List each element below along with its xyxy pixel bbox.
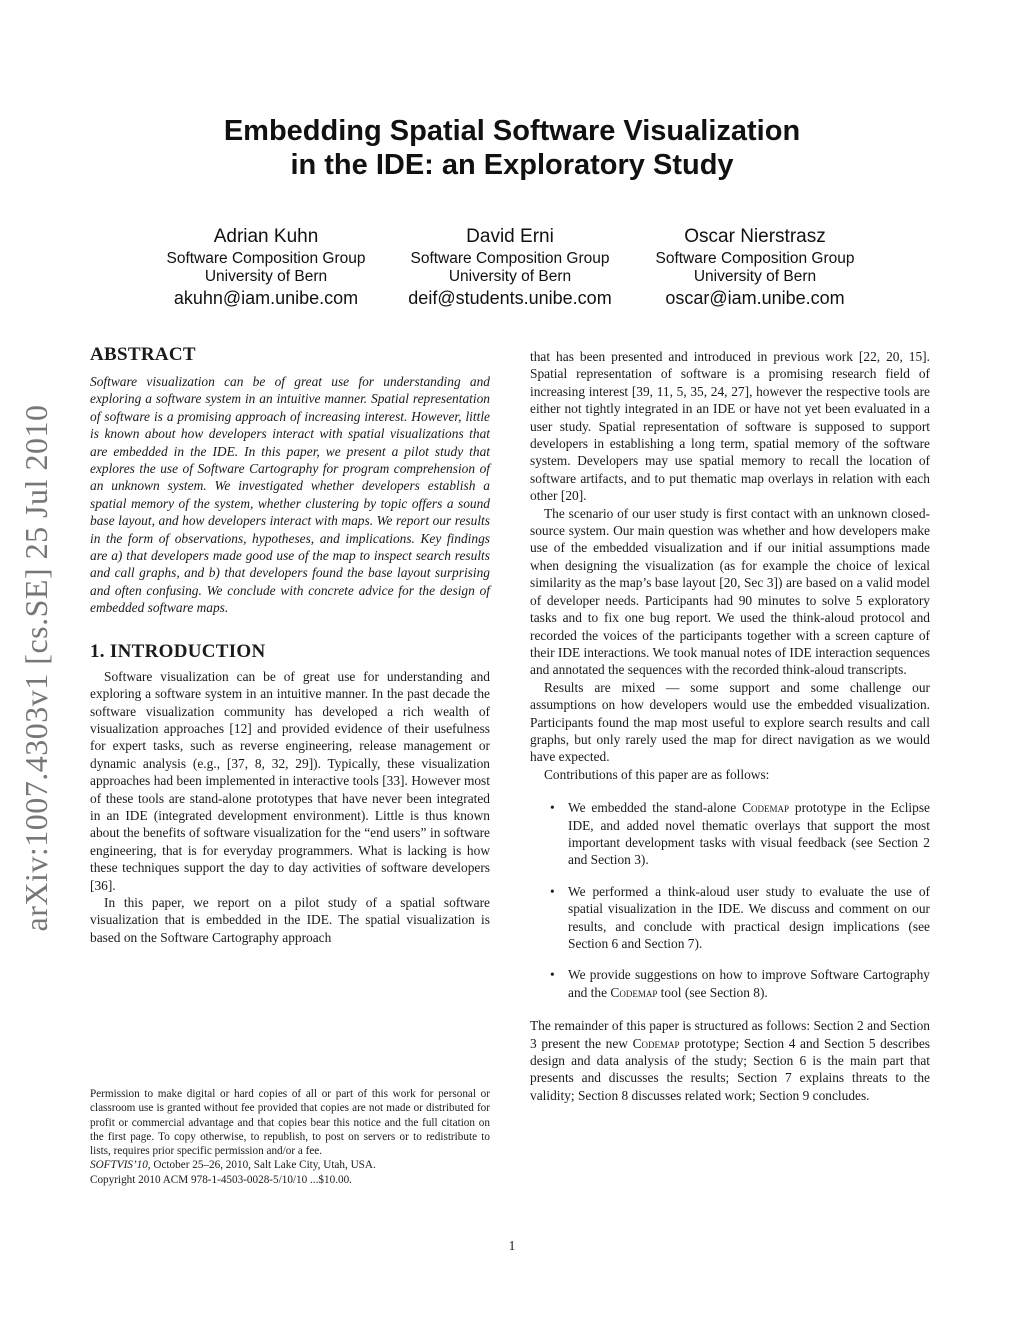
- arxiv-identifier: arXiv:1007.4303v1 [cs.SE] 25 Jul 2010: [18, 404, 54, 932]
- copyright-line: Copyright 2010 ACM 978-1-4503-0028-5/10/10 ...$10.00.: [90, 1173, 352, 1186]
- author-name: Oscar Nierstrasz: [684, 226, 826, 247]
- author-group: Software Composition Group: [410, 250, 610, 267]
- author-group: Software Composition Group: [166, 250, 366, 267]
- list-item: • We provide suggestions on how to improve Software Cartography and the Codemap tool (see Section 8).: [550, 967, 930, 1000]
- author-university: University of Bern: [448, 268, 572, 285]
- intro-paragraph-1: Software visualization can be of great use for understanding and exploring a software system in an intuitive manner. In the past decade the software visualization community has developed a rich wealth of visualization approaches [12] and provided evidence of their usefulness for expert tasks, such as reverse engineering, release management or dynamic analysis (e.g., [37, 8, 32, 29]). Typically, these visualization approaches had been implemented in interactive tools [33]. However most of these tools are stand-alone prototypes that have never been integrated in an IDE (integrated development environment). Little is thus known about the benefits of software visualization for the “end users” in software engineering, that is for everyday programmers. What is lacking is how these techniques support the day to day activities of software developers [36].: [90, 668, 490, 893]
- intro-paragraph-2: In this paper, we report on a pilot study of a spatial software visualization that is embedded in the IDE. The spatial visualization is based on the Software Cartography approach: [90, 894, 490, 945]
- author-email: oscar@iam.unibe.com: [665, 288, 845, 308]
- author-block-1: [146, 226, 386, 309]
- title-line-1: Embedding Spatial Software Visualization: [223, 115, 801, 147]
- list-item: • We embedded the stand-alone Codemap prototype in the Eclipse IDE, and added novel thematic overlays that support the most important development tasks with visual feedback (see Section 2 and Section 3).: [550, 800, 931, 868]
- author-name: David Erni: [466, 226, 554, 247]
- author-email: deif@students.unibe.com: [408, 288, 612, 308]
- right-paragraph-2: The scenario of our user study is first contact with an unknown closed-source system. Our main question was whether and how developers make use of the embedded visualization and if our initial assumptions made when designing the visualization (as for example the choice of lexical similarity as the map’s base layout [20, Sec 3]) are based on a valid model of developer needs. Participants had 90 minutes to solve 5 exploratory tasks and to fix one bug report. We used the think-aloud protocol and recorded the voices of the participants together with a screen capture of their IDE interactions. We took manual notes of IDE interaction sequences and annotated the sequences with the recorded think-aloud transcripts.: [530, 505, 930, 678]
- author-block-3: [635, 226, 875, 309]
- author-university: University of Bern: [693, 268, 817, 285]
- author-block-2: [390, 226, 630, 309]
- permission-notice: [90, 1087, 490, 1187]
- venue-line: [90, 1158, 490, 1172]
- contributions-list: [530, 799, 930, 1001]
- left-column: [90, 344, 490, 946]
- right-paragraph-5: The remainder of this paper is structured as follows: Section 2 and Section 3 present the new Codemap prototype; Section 4 and Section 5 describes design and data analysis of the study; Section 6 is the main part that presents and discusses the results; Section 7 explains threats to the validity; Section 8 discusses related work; Section 9 concludes.: [530, 1018, 930, 1103]
- author-university: University of Bern: [204, 268, 328, 285]
- abstract-heading: ABSTRACT: [90, 344, 196, 365]
- author-name: Adrian Kuhn: [213, 226, 319, 247]
- author-email: akuhn@iam.unibe.com: [173, 288, 359, 308]
- author-group: Software Composition Group: [655, 250, 855, 267]
- abstract-text: Software visualization can be of great use for understanding and exploring a software system in an intuitive manner. Spatial representation of software is a promising approach of increasing interest. However, little is known about how developers interact with spatial visualizations that are embedded in the IDE. In this paper, we present a pilot study that explores the use of Software Cartography for program comprehension of an unknown system. We investigated whether developers establish a spatial memory of the system, whether clustering by topic offers a sound base layout, and how developers interact with maps. We report our results in the form of observations, hypotheses, and implications. Key findings are a) that developers made good use of the map to inspect search results and call graphs, and b) that developers found the base layout surprising and often confusing. We conclude with concrete advice for the design of embedded software maps.: [90, 374, 490, 616]
- right-column: [530, 348, 930, 1104]
- bullet-icon: •: [550, 800, 555, 816]
- title-line-2: in the IDE: an Exploratory Study: [290, 149, 734, 181]
- bullet-icon: •: [550, 883, 555, 899]
- page-number: 1: [508, 1238, 516, 1253]
- paper-title: [0, 114, 1024, 182]
- permission-text: Permission to make digital or hard copies of all or part of this work for personal or classroom use is granted without fee provided that copies are not made or distributed for profit or commercial advantage and that copies bear this notice and the full citation on the first page. To copy otherwise, to republish, to post on servers or to redistribute to lists, requires prior specific permission and/or a fee.: [90, 1088, 490, 1158]
- list-item: • We performed a think-aloud user study to evaluate the use of spatial visualization in the IDE. We discuss and comment on our results, and conclude with practical design implications (see Section 6 and Section 7).: [550, 883, 930, 951]
- bullet-icon: •: [550, 967, 555, 983]
- introduction-heading: 1. INTRODUCTION: [90, 640, 266, 662]
- right-paragraph-3: Results are mixed — some support and some challenge our assumptions on how developers would use the embedded visualization. Participants found the map most useful to explore search results and call graphs, but only rarely used the map for direct navigation as we would have expected.: [530, 679, 930, 765]
- venue-name: SOFTVIS’10,: [90, 1159, 151, 1172]
- right-paragraph-4: Contributions of this paper are as follows:: [544, 766, 770, 782]
- venue-details: October 25–26, 2010, Salt Lake City, Utah, USA.: [150, 1159, 376, 1172]
- right-paragraph-1: that has been presented and introduced in previous work [22, 20, 15]. Spatial representation of software is a promising research field of increasing interest [39, 11, 5, 35, 24, 27], however the respective tools are either not tightly integrated in an IDE or have not yet been evaluated in a user study. Spatial representation of software is supposed to support developers in establishing a long term, spatial memory of the software system. Developers may use spatial memory to recall the location of software artifacts, and to put thematic map overlays in relation with each other [20].: [530, 349, 930, 504]
